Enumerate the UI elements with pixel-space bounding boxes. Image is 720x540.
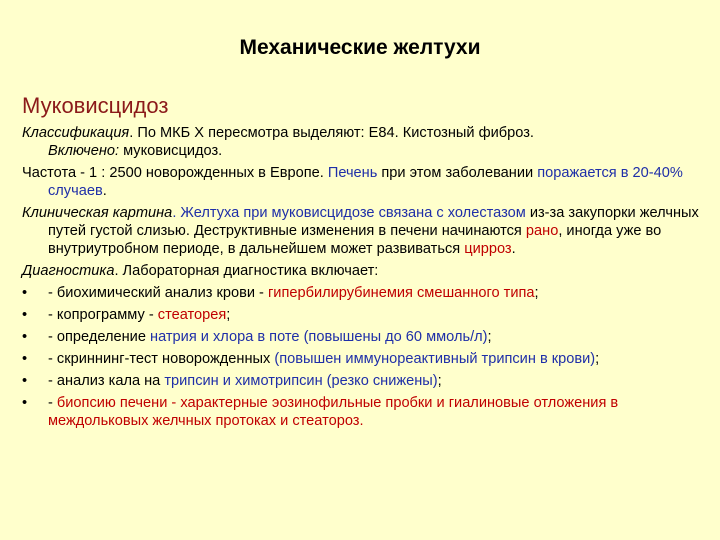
- frequency-text-2: при этом заболевании: [377, 165, 534, 181]
- clinic-text-5: .: [511, 241, 516, 257]
- bullet-text-end: ;: [437, 373, 442, 389]
- bullet-text-end: ;: [595, 351, 600, 367]
- clinic-early: рано: [525, 223, 559, 239]
- bullet-highlight: биопсию печени: [56, 395, 168, 411]
- clinic-text-4: , иногда уже во внутриутробном периоде, в дальнейшем может развиваться: [48, 223, 662, 257]
- clinic-label: Клиническая картина: [22, 205, 173, 221]
- bullet-highlight: натрия и хлора в поте (повышены до 60 ммоль/л): [150, 329, 488, 345]
- diagnostics-text: . Лабораторная диагностика включает:: [114, 263, 379, 279]
- bullet-highlight: стеаторея: [157, 307, 227, 323]
- classification-text-1: . По МКБ X пересмотра: [129, 125, 289, 141]
- bullet-icon: •: [22, 395, 28, 411]
- bullet-icon: •: [22, 329, 28, 345]
- classification-paragraph: [22, 124, 702, 160]
- slide-title: Механические желтухи: [239, 36, 481, 59]
- bullet-item-3: [22, 328, 702, 346]
- slide-content: [22, 124, 702, 434]
- bullet-text-end: ;: [487, 329, 492, 345]
- included-text: муковисцидоз.: [119, 143, 223, 159]
- bullet-text-end: ;: [534, 285, 539, 301]
- bullet-highlight: (повышен иммунореактивный трипсин в крови): [270, 351, 596, 367]
- bullet-text: - анализ кала на: [48, 373, 165, 389]
- frequency-text-1: Частота - 1 : 2500 новорожденных в Европе.: [22, 165, 328, 181]
- bullet-icon: •: [22, 307, 28, 323]
- bullet-text: - скриннинг-тест новорожденных: [48, 351, 271, 367]
- bullet-text: - копрограмму -: [48, 307, 158, 323]
- bullet-icon: •: [22, 373, 28, 389]
- bullet-icon: •: [22, 351, 28, 367]
- frequency-text-3: .: [102, 183, 107, 199]
- classification-label: Классификация: [22, 125, 130, 141]
- bullet-text: - биохимический анализ крови -: [48, 285, 268, 301]
- slide-subtitle: Муковисцидоз: [22, 93, 169, 118]
- included-label: Включено:: [48, 143, 120, 159]
- clinic-paragraph: [22, 204, 702, 258]
- bullet-item-6: [22, 394, 702, 430]
- diagnostics-paragraph: [22, 262, 702, 280]
- bullet-item-4: [22, 350, 702, 368]
- classification-text-2: выделяют: Е84. Кистозный фиброз.: [288, 125, 534, 141]
- clinic-cirrhosis: цирроз: [464, 241, 512, 257]
- diagnostics-label: Диагностика: [22, 263, 115, 279]
- bullet-text: -: [48, 395, 57, 411]
- frequency-affected: поражается в 20-40% случаев: [48, 165, 683, 199]
- bullet-item-1: [22, 284, 702, 302]
- bullet-highlight: гипербилирубинемия смешанного типа: [267, 285, 535, 301]
- bullet-item-2: [22, 306, 702, 324]
- bullet-text: - определение: [48, 329, 151, 345]
- bullet-icon: •: [22, 285, 28, 301]
- bullet-item-5: [22, 372, 702, 390]
- clinic-text-2: из-за закупорки желчных путей густой слизью. Деструктивные изменения: [48, 205, 699, 239]
- bullet-highlight: трипсин и химотрипсин (резко снижены): [164, 373, 438, 389]
- frequency-liver: Печень: [327, 165, 378, 181]
- clinic-text-1: . Желтуха при муковисцидозе связана с холестазом: [172, 205, 526, 221]
- frequency-paragraph: [22, 164, 702, 200]
- bullet-text-end: - характерные эозинофильные пробки и гиалиновые отложения в междольковых желчных протоках и стеатороз.: [48, 395, 619, 429]
- clinic-text-3: в печени начинаются: [374, 223, 526, 239]
- bullet-text-end: ;: [226, 307, 231, 323]
